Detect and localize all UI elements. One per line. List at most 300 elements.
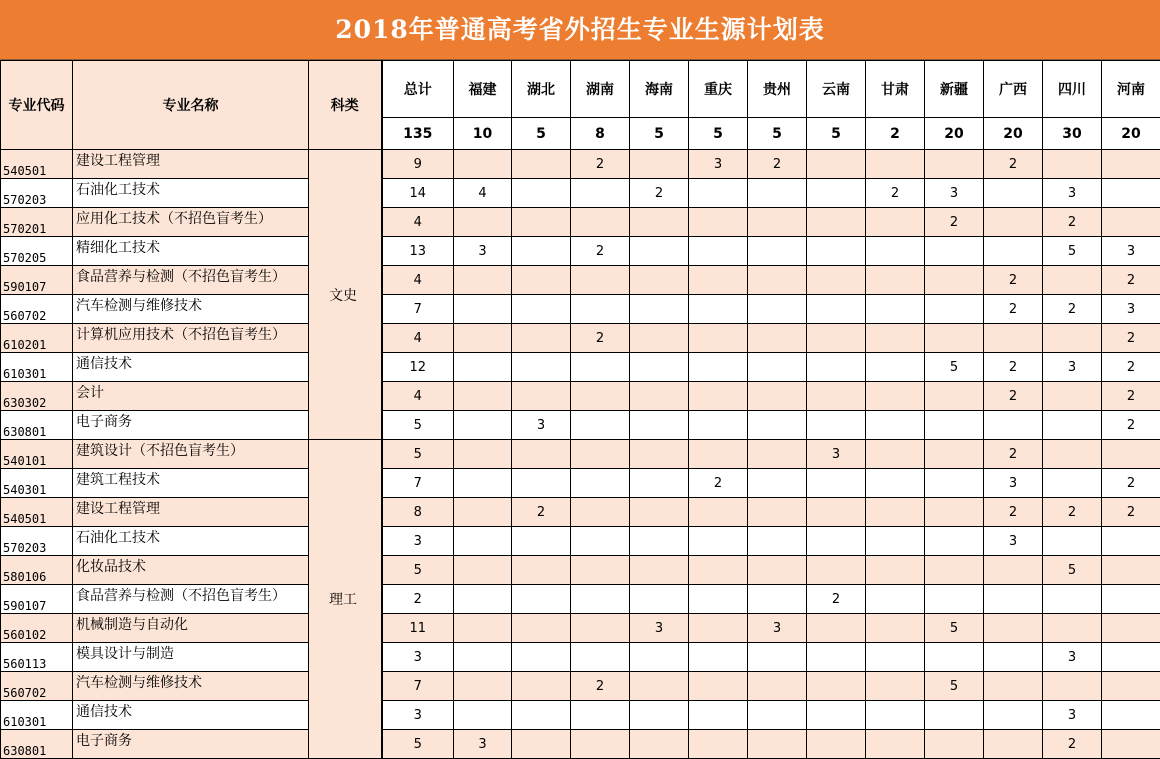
table-row bbox=[1, 643, 1160, 672]
region-value-cell bbox=[512, 295, 571, 324]
region-value-cell: 3 bbox=[1043, 701, 1102, 730]
major-name-cell: 应用化工技术（不招色盲考生） bbox=[73, 208, 309, 237]
region-value-cell bbox=[925, 527, 984, 556]
table-row bbox=[1, 237, 1160, 266]
region-value-cell: 5 bbox=[925, 353, 984, 382]
region-value-cell bbox=[454, 411, 512, 440]
major-code-cell: 610301 bbox=[1, 353, 73, 382]
region-value-cell bbox=[512, 585, 571, 614]
region-value-cell bbox=[512, 266, 571, 295]
region-value-cell bbox=[807, 730, 866, 759]
region-value-cell bbox=[512, 730, 571, 759]
major-code-cell: 540501 bbox=[1, 150, 73, 179]
major-name-cell: 模具设计与制造 bbox=[73, 643, 309, 672]
region-value-cell bbox=[866, 672, 925, 701]
table-row bbox=[1, 295, 1160, 324]
region-value-cell bbox=[807, 614, 866, 643]
row-total-cell: 5 bbox=[382, 556, 454, 585]
region-value-cell bbox=[748, 237, 807, 266]
region-value-cell bbox=[984, 672, 1043, 701]
region-value-cell bbox=[571, 440, 630, 469]
region-value-cell bbox=[512, 324, 571, 353]
region-value-cell bbox=[925, 585, 984, 614]
table-row bbox=[1, 208, 1160, 237]
region-total: 8 bbox=[571, 118, 630, 150]
major-code-cell: 570203 bbox=[1, 179, 73, 208]
region-value-cell: 3 bbox=[454, 237, 512, 266]
region-value-cell bbox=[925, 701, 984, 730]
region-value-cell bbox=[866, 324, 925, 353]
region-value-cell bbox=[689, 382, 748, 411]
region-value-cell bbox=[807, 701, 866, 730]
major-name-cell: 电子商务 bbox=[73, 411, 309, 440]
region-value-cell bbox=[454, 208, 512, 237]
region-value-cell bbox=[1102, 701, 1160, 730]
region-value-cell bbox=[630, 643, 689, 672]
table-row bbox=[1, 672, 1160, 701]
region-value-cell bbox=[1102, 179, 1160, 208]
region-value-cell: 2 bbox=[689, 469, 748, 498]
region-value-cell bbox=[925, 295, 984, 324]
region-value-cell bbox=[512, 353, 571, 382]
region-value-cell bbox=[1102, 614, 1160, 643]
row-total-cell: 3 bbox=[382, 643, 454, 672]
region-value-cell: 5 bbox=[925, 672, 984, 701]
region-value-cell bbox=[571, 701, 630, 730]
code-header: 专业代码 bbox=[1, 61, 73, 150]
region-value-cell: 2 bbox=[984, 498, 1043, 527]
region-value-cell bbox=[571, 295, 630, 324]
region-value-cell bbox=[454, 643, 512, 672]
region-value-cell: 3 bbox=[689, 150, 748, 179]
region-value-cell bbox=[571, 585, 630, 614]
region-value-cell bbox=[984, 237, 1043, 266]
region-value-cell bbox=[866, 701, 925, 730]
major-name-cell: 化妆品技术 bbox=[73, 556, 309, 585]
region-total: 30 bbox=[1043, 118, 1102, 150]
region-value-cell bbox=[866, 643, 925, 672]
region-value-cell bbox=[1102, 527, 1160, 556]
region-header: 新疆 bbox=[925, 61, 984, 118]
row-total-cell: 7 bbox=[382, 672, 454, 701]
region-value-cell bbox=[571, 353, 630, 382]
region-value-cell: 3 bbox=[748, 614, 807, 643]
row-total-cell: 5 bbox=[382, 440, 454, 469]
region-value-cell bbox=[748, 411, 807, 440]
region-value-cell: 2 bbox=[1043, 730, 1102, 759]
table-row bbox=[1, 440, 1160, 469]
region-value-cell bbox=[1102, 150, 1160, 179]
table-body bbox=[1, 150, 1160, 759]
region-value-cell bbox=[866, 469, 925, 498]
region-value-cell bbox=[925, 643, 984, 672]
region-value-cell bbox=[1043, 150, 1102, 179]
major-code-cell: 570205 bbox=[1, 237, 73, 266]
category-cell: 文史 bbox=[309, 150, 382, 440]
region-value-cell: 2 bbox=[748, 150, 807, 179]
major-name-cell: 石油化工技术 bbox=[73, 179, 309, 208]
region-header: 海南 bbox=[630, 61, 689, 118]
region-value-cell: 3 bbox=[984, 469, 1043, 498]
region-value-cell bbox=[807, 150, 866, 179]
region-total: 10 bbox=[454, 118, 512, 150]
region-value-cell bbox=[748, 469, 807, 498]
region-value-cell bbox=[807, 266, 866, 295]
region-value-cell bbox=[454, 382, 512, 411]
major-code-cell: 560102 bbox=[1, 614, 73, 643]
region-value-cell bbox=[984, 701, 1043, 730]
region-value-cell: 2 bbox=[925, 208, 984, 237]
region-value-cell bbox=[571, 498, 630, 527]
major-name-cell: 建设工程管理 bbox=[73, 498, 309, 527]
row-total-cell: 8 bbox=[382, 498, 454, 527]
region-value-cell bbox=[1102, 208, 1160, 237]
region-total: 20 bbox=[1102, 118, 1160, 150]
region-value-cell bbox=[748, 382, 807, 411]
region-value-cell bbox=[748, 643, 807, 672]
major-name-cell: 建设工程管理 bbox=[73, 150, 309, 179]
region-value-cell bbox=[454, 585, 512, 614]
region-value-cell bbox=[630, 556, 689, 585]
region-value-cell: 2 bbox=[571, 150, 630, 179]
major-name-cell: 会计 bbox=[73, 382, 309, 411]
region-value-cell: 2 bbox=[1043, 208, 1102, 237]
region-value-cell bbox=[866, 382, 925, 411]
region-value-cell: 3 bbox=[925, 179, 984, 208]
region-value-cell bbox=[512, 150, 571, 179]
region-value-cell bbox=[454, 556, 512, 585]
region-value-cell bbox=[689, 411, 748, 440]
region-value-cell bbox=[807, 643, 866, 672]
region-value-cell bbox=[512, 614, 571, 643]
region-value-cell bbox=[630, 150, 689, 179]
region-value-cell: 3 bbox=[807, 440, 866, 469]
region-header: 福建 bbox=[454, 61, 512, 118]
region-value-cell bbox=[571, 730, 630, 759]
region-value-cell bbox=[630, 498, 689, 527]
region-value-cell bbox=[807, 411, 866, 440]
region-value-cell bbox=[748, 498, 807, 527]
region-value-cell bbox=[571, 179, 630, 208]
region-value-cell bbox=[807, 353, 866, 382]
major-code-cell: 610301 bbox=[1, 701, 73, 730]
region-value-cell bbox=[689, 353, 748, 382]
region-value-cell: 2 bbox=[984, 440, 1043, 469]
region-total: 2 bbox=[866, 118, 925, 150]
row-total-cell: 13 bbox=[382, 237, 454, 266]
region-value-cell bbox=[807, 208, 866, 237]
region-value-cell: 3 bbox=[1043, 353, 1102, 382]
enrollment-plan-table bbox=[0, 60, 1160, 759]
region-value-cell bbox=[807, 237, 866, 266]
region-header: 湖北 bbox=[512, 61, 571, 118]
region-value-cell bbox=[866, 614, 925, 643]
region-header: 甘肃 bbox=[866, 61, 925, 118]
region-value-cell bbox=[454, 701, 512, 730]
region-value-cell bbox=[984, 614, 1043, 643]
region-value-cell bbox=[807, 382, 866, 411]
region-value-cell bbox=[807, 295, 866, 324]
region-value-cell: 2 bbox=[984, 353, 1043, 382]
row-total-cell: 14 bbox=[382, 179, 454, 208]
row-total-cell: 5 bbox=[382, 411, 454, 440]
region-value-cell: 2 bbox=[1102, 469, 1160, 498]
region-value-cell bbox=[807, 527, 866, 556]
region-value-cell bbox=[866, 440, 925, 469]
table-title: 2018年普通高考省外招生专业生源计划表 bbox=[0, 0, 1160, 60]
major-code-cell: 560702 bbox=[1, 295, 73, 324]
region-value-cell bbox=[925, 324, 984, 353]
region-value-cell bbox=[571, 208, 630, 237]
region-value-cell bbox=[689, 208, 748, 237]
region-value-cell bbox=[866, 208, 925, 237]
region-value-cell bbox=[984, 411, 1043, 440]
region-header: 广西 bbox=[984, 61, 1043, 118]
region-total: 5 bbox=[512, 118, 571, 150]
region-total: 20 bbox=[925, 118, 984, 150]
region-value-cell: 3 bbox=[1102, 237, 1160, 266]
region-value-cell bbox=[689, 614, 748, 643]
region-value-cell bbox=[512, 179, 571, 208]
region-header: 贵州 bbox=[748, 61, 807, 118]
row-total-cell: 2 bbox=[382, 585, 454, 614]
region-value-cell bbox=[630, 382, 689, 411]
region-value-cell: 2 bbox=[1102, 353, 1160, 382]
region-value-cell: 2 bbox=[630, 179, 689, 208]
major-code-cell: 630302 bbox=[1, 382, 73, 411]
region-value-cell bbox=[748, 556, 807, 585]
region-value-cell bbox=[1043, 672, 1102, 701]
region-value-cell: 3 bbox=[1043, 179, 1102, 208]
region-value-cell bbox=[689, 295, 748, 324]
region-value-cell bbox=[925, 498, 984, 527]
row-total-cell: 3 bbox=[382, 527, 454, 556]
region-value-cell: 5 bbox=[1043, 556, 1102, 585]
row-total-cell: 11 bbox=[382, 614, 454, 643]
region-value-cell: 2 bbox=[984, 382, 1043, 411]
region-header: 四川 bbox=[1043, 61, 1102, 118]
region-value-cell bbox=[1043, 411, 1102, 440]
region-value-cell: 3 bbox=[1102, 295, 1160, 324]
table-row bbox=[1, 556, 1160, 585]
table-row bbox=[1, 585, 1160, 614]
region-value-cell bbox=[630, 324, 689, 353]
region-value-cell bbox=[630, 440, 689, 469]
row-total-cell: 12 bbox=[382, 353, 454, 382]
region-value-cell: 2 bbox=[1043, 498, 1102, 527]
region-value-cell bbox=[512, 208, 571, 237]
region-header: 河南 bbox=[1102, 61, 1160, 118]
region-value-cell bbox=[1102, 556, 1160, 585]
major-code-cell: 540501 bbox=[1, 498, 73, 527]
row-total-cell: 9 bbox=[382, 150, 454, 179]
region-value-cell bbox=[512, 556, 571, 585]
region-value-cell: 3 bbox=[512, 411, 571, 440]
region-value-cell bbox=[748, 266, 807, 295]
region-value-cell bbox=[984, 556, 1043, 585]
row-total-cell: 5 bbox=[382, 730, 454, 759]
region-value-cell bbox=[984, 324, 1043, 353]
region-value-cell: 2 bbox=[984, 150, 1043, 179]
region-value-cell bbox=[925, 556, 984, 585]
region-value-cell bbox=[571, 556, 630, 585]
table-row bbox=[1, 469, 1160, 498]
region-value-cell bbox=[630, 266, 689, 295]
region-value-cell bbox=[454, 295, 512, 324]
region-value-cell bbox=[512, 527, 571, 556]
row-total-cell: 4 bbox=[382, 382, 454, 411]
region-value-cell bbox=[984, 208, 1043, 237]
region-value-cell bbox=[689, 237, 748, 266]
major-name-cell: 计算机应用技术（不招色盲考生） bbox=[73, 324, 309, 353]
region-value-cell bbox=[512, 469, 571, 498]
region-value-cell bbox=[925, 469, 984, 498]
region-value-cell: 2 bbox=[1102, 266, 1160, 295]
region-value-cell bbox=[689, 527, 748, 556]
region-value-cell bbox=[689, 643, 748, 672]
region-value-cell bbox=[866, 585, 925, 614]
region-header: 云南 bbox=[807, 61, 866, 118]
major-code-cell: 630801 bbox=[1, 411, 73, 440]
region-value-cell bbox=[630, 295, 689, 324]
major-code-cell: 570201 bbox=[1, 208, 73, 237]
region-value-cell bbox=[512, 237, 571, 266]
region-value-cell: 3 bbox=[630, 614, 689, 643]
region-value-cell bbox=[454, 324, 512, 353]
region-value-cell bbox=[512, 701, 571, 730]
region-value-cell: 3 bbox=[454, 730, 512, 759]
region-value-cell bbox=[1102, 672, 1160, 701]
region-value-cell bbox=[454, 469, 512, 498]
region-value-cell bbox=[748, 701, 807, 730]
region-value-cell bbox=[454, 498, 512, 527]
table-row bbox=[1, 353, 1160, 382]
region-total: 20 bbox=[984, 118, 1043, 150]
major-name-cell: 建筑工程技术 bbox=[73, 469, 309, 498]
region-value-cell bbox=[984, 179, 1043, 208]
major-name-cell: 精细化工技术 bbox=[73, 237, 309, 266]
region-value-cell bbox=[866, 730, 925, 759]
major-name-cell: 电子商务 bbox=[73, 730, 309, 759]
region-value-cell: 2 bbox=[1043, 295, 1102, 324]
region-value-cell bbox=[1043, 266, 1102, 295]
region-value-cell bbox=[1043, 324, 1102, 353]
region-value-cell bbox=[866, 411, 925, 440]
region-value-cell bbox=[866, 498, 925, 527]
table-row bbox=[1, 730, 1160, 759]
region-value-cell bbox=[807, 324, 866, 353]
region-value-cell: 5 bbox=[1043, 237, 1102, 266]
table-row bbox=[1, 527, 1160, 556]
region-value-cell: 2 bbox=[571, 672, 630, 701]
major-code-cell: 540101 bbox=[1, 440, 73, 469]
name-header: 专业名称 bbox=[73, 61, 309, 150]
region-value-cell bbox=[807, 672, 866, 701]
region-value-cell bbox=[689, 701, 748, 730]
table-row bbox=[1, 324, 1160, 353]
region-header: 重庆 bbox=[689, 61, 748, 118]
region-value-cell bbox=[925, 237, 984, 266]
row-total-cell: 7 bbox=[382, 295, 454, 324]
table-row bbox=[1, 382, 1160, 411]
region-value-cell bbox=[748, 672, 807, 701]
major-name-cell: 通信技术 bbox=[73, 701, 309, 730]
table-row bbox=[1, 266, 1160, 295]
region-value-cell bbox=[689, 324, 748, 353]
region-value-cell bbox=[630, 730, 689, 759]
region-value-cell: 2 bbox=[984, 295, 1043, 324]
region-value-cell: 2 bbox=[1102, 382, 1160, 411]
region-value-cell bbox=[689, 266, 748, 295]
major-code-cell: 590107 bbox=[1, 585, 73, 614]
region-value-cell: 2 bbox=[1102, 324, 1160, 353]
region-value-cell bbox=[748, 208, 807, 237]
region-value-cell bbox=[630, 353, 689, 382]
region-value-cell bbox=[925, 730, 984, 759]
table-row bbox=[1, 150, 1160, 179]
major-code-cell: 590107 bbox=[1, 266, 73, 295]
region-value-cell bbox=[1102, 585, 1160, 614]
major-name-cell: 建筑设计（不招色盲考生） bbox=[73, 440, 309, 469]
region-value-cell bbox=[689, 498, 748, 527]
region-value-cell bbox=[512, 382, 571, 411]
region-value-cell bbox=[512, 440, 571, 469]
total-header: 总计 bbox=[382, 61, 454, 118]
major-name-cell: 食品营养与检测（不招色盲考生） bbox=[73, 585, 309, 614]
region-value-cell bbox=[630, 701, 689, 730]
region-value-cell bbox=[571, 411, 630, 440]
region-value-cell bbox=[1102, 440, 1160, 469]
region-value-cell bbox=[630, 208, 689, 237]
region-value-cell bbox=[1043, 585, 1102, 614]
row-total-cell: 7 bbox=[382, 469, 454, 498]
region-value-cell bbox=[571, 527, 630, 556]
major-code-cell: 630801 bbox=[1, 730, 73, 759]
row-total-cell: 4 bbox=[382, 266, 454, 295]
region-total: 5 bbox=[689, 118, 748, 150]
region-value-cell bbox=[689, 440, 748, 469]
region-value-cell: 2 bbox=[984, 266, 1043, 295]
region-value-cell bbox=[630, 527, 689, 556]
major-name-cell: 机械制造与自动化 bbox=[73, 614, 309, 643]
region-value-cell bbox=[866, 556, 925, 585]
grand-total: 135 bbox=[382, 118, 454, 150]
major-name-cell: 通信技术 bbox=[73, 353, 309, 382]
region-value-cell bbox=[1102, 643, 1160, 672]
region-value-cell bbox=[454, 150, 512, 179]
region-value-cell bbox=[925, 150, 984, 179]
region-value-cell bbox=[1043, 440, 1102, 469]
table-row bbox=[1, 498, 1160, 527]
region-value-cell: 3 bbox=[1043, 643, 1102, 672]
table-row bbox=[1, 701, 1160, 730]
region-value-cell bbox=[454, 527, 512, 556]
region-value-cell bbox=[925, 411, 984, 440]
category-header: 科类 bbox=[309, 61, 382, 150]
table-row bbox=[1, 179, 1160, 208]
region-value-cell bbox=[689, 556, 748, 585]
region-value-cell bbox=[748, 730, 807, 759]
region-value-cell: 2 bbox=[807, 585, 866, 614]
region-value-cell bbox=[689, 585, 748, 614]
region-value-cell bbox=[866, 295, 925, 324]
region-value-cell: 2 bbox=[571, 324, 630, 353]
region-value-cell bbox=[748, 324, 807, 353]
region-value-cell bbox=[689, 730, 748, 759]
major-code-cell: 570203 bbox=[1, 527, 73, 556]
region-value-cell bbox=[748, 353, 807, 382]
region-value-cell bbox=[630, 585, 689, 614]
